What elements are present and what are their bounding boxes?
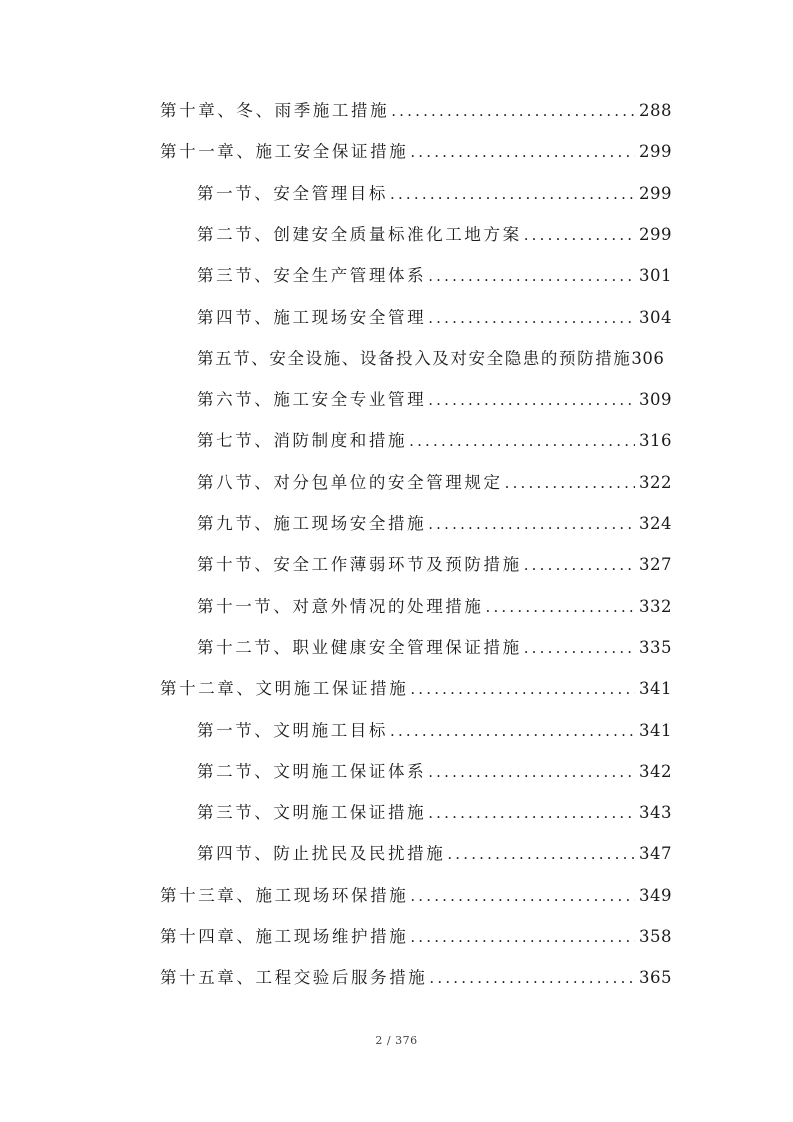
toc-entry-title: 第一节、安全管理目标 <box>197 183 388 203</box>
toc-leader-dots <box>391 102 635 120</box>
toc-entry-title: 第七节、消防制度和措施 <box>197 431 408 451</box>
toc-leader-dots <box>524 226 635 244</box>
toc-entry-page: 341 <box>639 679 672 699</box>
toc-entry-title: 第三节、安全生产管理体系 <box>197 266 427 286</box>
toc-entry-title: 第四节、施工现场安全管理 <box>197 307 427 327</box>
toc-entry[interactable] <box>197 304 672 344</box>
toc-entry-page: 343 <box>639 803 672 823</box>
toc-leader-dots <box>505 474 635 492</box>
toc-leader-dots <box>524 639 635 657</box>
toc-entry-page: 306 <box>631 348 665 368</box>
toc-entry-title: 第十三章、施工现场环保措施 <box>160 885 409 905</box>
toc-entry-page: 342 <box>639 761 672 781</box>
toc-entry-page: 316 <box>639 431 672 451</box>
toc-leader-dots <box>410 143 635 161</box>
toc-entry[interactable] <box>197 221 672 261</box>
toc-leader-dots <box>428 804 635 822</box>
toc-entry-title: 第十一节、对意外情况的处理措施 <box>197 596 484 616</box>
toc-entry-title: 第二节、文明施工保证体系 <box>197 761 427 781</box>
toc-entry-page: 349 <box>639 885 672 905</box>
toc-leader-dots <box>428 763 635 781</box>
toc-leader-dots <box>410 928 635 946</box>
toc-entry[interactable] <box>197 840 672 880</box>
toc-entry-page: 324 <box>639 514 672 533</box>
toc-entry[interactable] <box>160 923 672 963</box>
toc-leader-dots <box>524 556 635 574</box>
toc-entry[interactable] <box>197 758 672 798</box>
toc-entry-title: 第十二章、文明施工保证措施 <box>160 679 409 699</box>
toc-entry[interactable] <box>160 675 672 715</box>
toc-entry-title: 第四节、防止扰民及民扰措施 <box>197 844 446 864</box>
toc-entry-page: 335 <box>639 637 672 657</box>
toc-entry-page: 365 <box>639 968 672 988</box>
toc-entry-title: 第九节、施工现场安全措施 <box>197 514 427 533</box>
toc-entry-title: 第十章、冬、雨季施工措施 <box>160 101 390 120</box>
toc-leader-dots <box>390 722 635 740</box>
toc-leader-dots <box>410 887 635 905</box>
toc-leader-dots <box>486 598 636 616</box>
toc-leader-dots <box>428 515 635 533</box>
toc-entry[interactable] <box>197 799 672 839</box>
toc-leader-dots <box>447 845 635 863</box>
toc-leader-dots <box>410 680 635 698</box>
toc-entry-title: 第十四章、施工现场维护措施 <box>160 927 409 946</box>
toc-entry-title: 第十一章、施工安全保证措施 <box>160 142 409 162</box>
toc-entry[interactable] <box>160 138 672 178</box>
toc-entry-title: 第十五章、工程交验后服务措施 <box>160 968 428 988</box>
toc-leader-dots <box>428 309 635 327</box>
toc-entry-title: 第十二节、职业健康安全管理保证措施 <box>197 637 522 657</box>
toc-entry-page: 358 <box>639 927 672 946</box>
toc-entry-title: 第一节、文明施工目标 <box>197 720 388 740</box>
toc-entry-page: 301 <box>639 266 672 286</box>
toc-entry-page: 299 <box>639 224 672 244</box>
page-number: 2 / 376 <box>375 1034 418 1047</box>
toc-leader-dots <box>429 969 635 987</box>
toc-entry[interactable] <box>197 551 672 591</box>
toc-entry[interactable] <box>197 510 672 550</box>
toc-entry-page: 341 <box>639 720 672 740</box>
toc-entry[interactable] <box>197 262 672 302</box>
toc-entry-title: 第五节、安全设施、设备投入及对安全隐患的预防措施 <box>197 348 632 368</box>
toc-entry[interactable] <box>197 386 672 426</box>
toc-entry-page: 304 <box>639 307 672 327</box>
toc-leader-dots <box>428 391 635 409</box>
toc-entry-page: 332 <box>639 596 672 616</box>
toc-entry-page: 288 <box>639 101 672 120</box>
toc-entry[interactable] <box>197 180 672 220</box>
toc-entry[interactable] <box>197 469 672 509</box>
toc-entry-page: 299 <box>639 183 672 203</box>
toc-entry-title: 第二节、创建安全质量标准化工地方案 <box>197 224 522 244</box>
toc-entry[interactable] <box>197 634 672 674</box>
toc-entry[interactable] <box>160 97 672 137</box>
toc-entry[interactable] <box>160 964 672 1004</box>
toc-entry-page: 327 <box>639 555 672 575</box>
toc-leader-dots <box>409 432 635 450</box>
toc-entry[interactable] <box>197 427 672 467</box>
toc-entry-title: 第六节、施工安全专业管理 <box>197 390 427 410</box>
toc-entry[interactable] <box>160 882 672 922</box>
toc-entry-title: 第八节、对分包单位的安全管理规定 <box>197 472 503 492</box>
toc-entry-page: 347 <box>639 844 672 864</box>
toc-entry[interactable] <box>197 345 672 385</box>
toc-entry[interactable] <box>197 593 672 633</box>
toc-leader-dots <box>428 267 635 285</box>
toc-entry-page: 322 <box>639 472 672 492</box>
toc-entry-page: 309 <box>639 390 672 410</box>
toc-entry-title: 第三节、文明施工保证措施 <box>197 803 427 823</box>
toc-entry-page: 299 <box>639 142 672 162</box>
toc-entry-title: 第十节、安全工作薄弱环节及预防措施 <box>197 555 522 575</box>
toc-entry[interactable] <box>197 717 672 757</box>
toc-leader-dots <box>390 185 635 203</box>
